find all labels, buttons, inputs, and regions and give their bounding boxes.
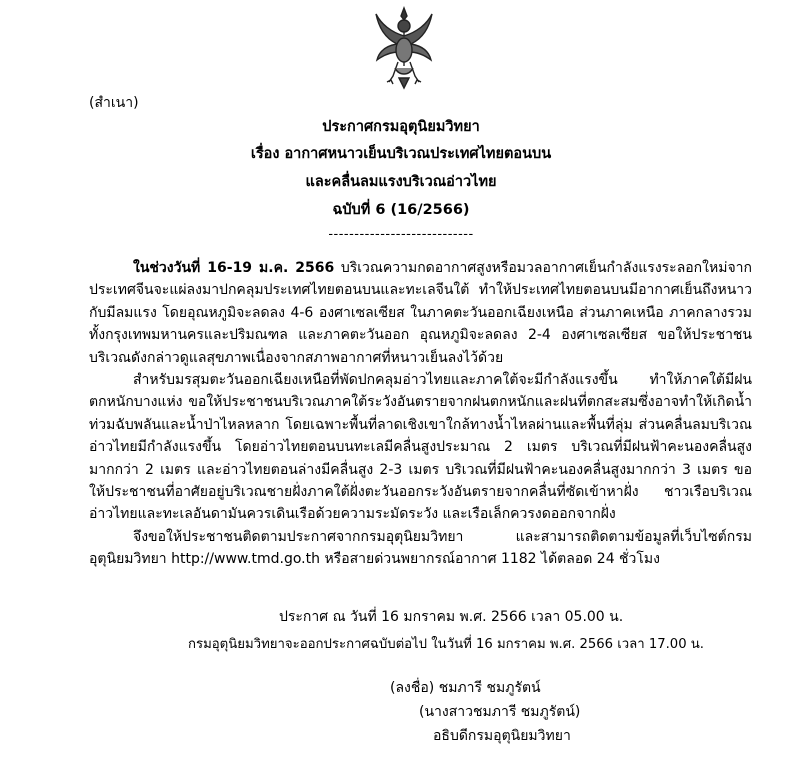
paragraph-2 — [89, 369, 752, 526]
next-issue-notice: กรมอุตุนิยมวิทยาจะออกประกาศฉบับต่อไป ในวันที่ 16 มกราคม พ.ศ. 2566 เวลา 17.00 น. — [188, 637, 704, 652]
divider: ---------------------------- — [328, 227, 474, 242]
garuda-seal-icon — [373, 6, 435, 90]
issued-date: ประกาศ ณ วันที่ 16 มกราคม พ.ศ. 2566 เวลา 05.00 น. — [279, 609, 624, 625]
paragraph-1-text: บริเวณความกดอากาศสูงหรือมวลอากาศเย็นกำลังแรงระลอกใหม่จากประเทศจีนจะแผ่ลงมาปกคลุมประเทศไทยตอนบนและทะเลจีนใต้ ทำให้ประเทศไทยตอนบนมีอากาศเย็นถึงหนาวกับมีลมแรง โดยอุณหภูมิจะลดลง 4-6 องศาเซลเซียส ในภาคตะวันออกเฉียงเหนือ ส่วนภาคเหนือ ภาคกลางรวมทั้งกรุงเทพมหานครและปริมณฑล และภาคตะวันออก อุณหภูมิจะลดลง 2-4 องศาเซลเซียส ขอให้ประชาชนบริเวณดังกล่าวดูแลสุขภาพเนื่องจากสภาพอากาศที่หนาวเย็นลงไว้ด้วย — [89, 260, 752, 366]
subject-heading-line2: และคลื่นลมแรงบริเวณอ่าวไทย — [305, 174, 497, 190]
paragraph-3 — [89, 526, 752, 571]
signer-title: อธิบดีกรมอุตุนิยมวิทยา — [433, 728, 571, 744]
signer-name: (นางสาวชมภารี ชมภูรัตน์) — [419, 704, 581, 720]
subject-heading: เรื่อง อากาศหนาวเย็นบริเวณประเทศไทยตอนบน — [250, 146, 552, 162]
paragraph-3-text: จึงขอให้ประชาชนติดตามประกาศจากกรมอุตุนิยมวิทยา และสามารถติดตามข้อมูลที่เว็บไซต์กรมอุตุนิยมวิทยา http://www.tmd.go.th หรือสายด่วนพยากรณ์อากาศ 1182 ได้ตลอด 24 ชั่วโมง — [89, 528, 752, 568]
paragraph-2-text: สำหรับมรสุมตะวันออกเฉียงเหนือที่พัดปกคลุมอ่าวไทยและภาคใต้จะมีกำลังแรงขึ้น ทำให้ภาคใต้มีฝนตกหนักบางแห่ง ขอให้ประชาชนบริเวณภาคใต้ระวังอันตรายจากฝนตกหนักและฝนที่ตกสะสมซึ่งอาจทำให้เกิดน้ำท่วมฉับพลันและน้ำป่าไหลหลาก โดยเฉพาะพื้นที่ลาดเชิงเขาใกล้ทางน้ำไหลผ่านและพื้นที่ลุ่ม ส่วนคลื่นลมบริเวณอ่าวไทยมีกำลังแรงขึ้น โดยอ่าวไทยตอนบนทะเลมีคลื่นสูงประมาณ 2 เมตร บริเวณที่มีฝนฟ้าคะนองคลื่นสูงมากกว่า 2 เมตร และอ่าวไทยตอนล่างมีคลื่นสูง 2-3 เมตร บริเวณที่มีฝนฟ้าคะนองคลื่นสูงมากกว่า 3 เมตร ขอให้ประชาชนที่อาศัยอยู่บริเวณชายฝั่งภาคใต้ฝั่งตะวันออกระวังอันตรายจากคลื่นที่ซัดเข้าหาฝั่ง ชาวเรือบริเวณอ่าวไทยและทะเลอันดามันควรเดินเรือด้วยความระมัดระวัง และเรือเล็กควรงดออกจากฝั่ง — [89, 372, 752, 523]
paragraph-1-lead: ในช่วงวันที่ 16-19 ม.ค. 2566 — [133, 260, 335, 276]
copy-mark: (สำเนา) — [89, 95, 139, 111]
agency-heading: ประกาศกรมอุตุนิยมวิทยา — [322, 119, 480, 135]
paragraph-1 — [89, 257, 752, 369]
signature-line: (ลงชื่อ) ชมภารี ชมภูรัตน์ — [390, 680, 541, 696]
announcement-body — [89, 257, 752, 571]
issue-number: ฉบับที่ 6 (16/2566) — [332, 202, 470, 218]
